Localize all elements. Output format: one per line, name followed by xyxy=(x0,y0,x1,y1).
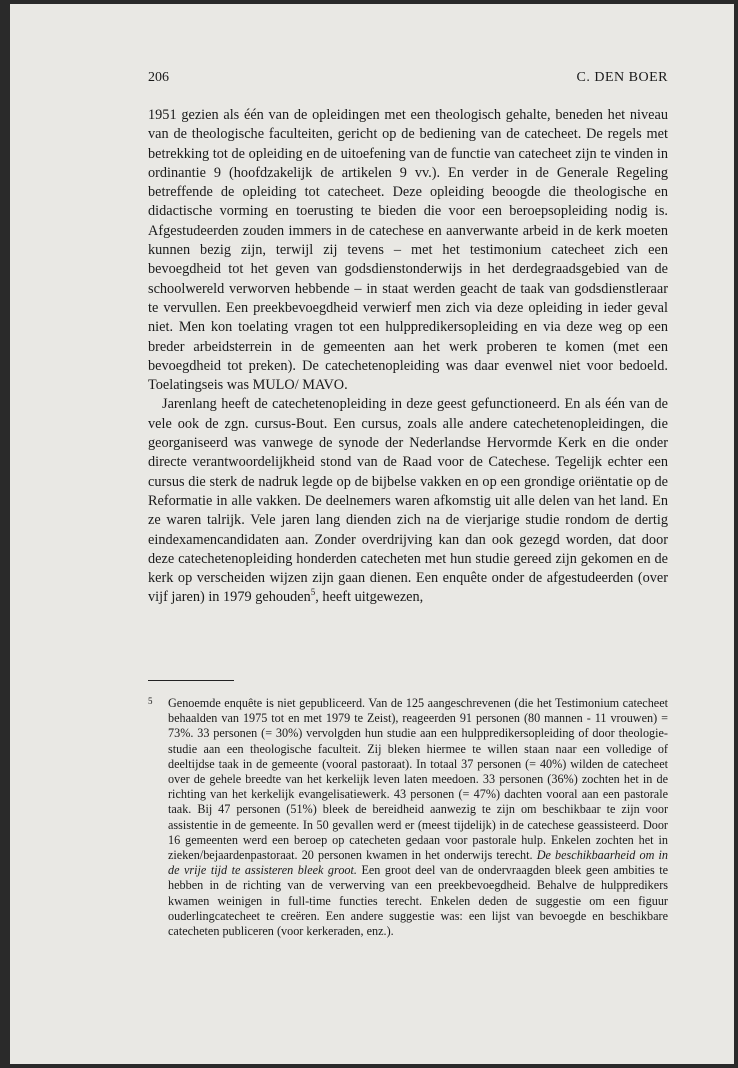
book-page xyxy=(10,4,734,1064)
footnote-mark: 5 xyxy=(148,696,153,706)
footnote-italic-text: De beschikbaarheid om in de vrije tijd te assisteren bleek groot. xyxy=(168,848,668,878)
running-head: C. DEN BOER xyxy=(576,70,668,85)
page-number: 206 xyxy=(148,70,169,85)
paragraph xyxy=(148,395,668,607)
footnote-reference[interactable]: 5 xyxy=(310,587,316,598)
paragraph-text: Jarenlang heeft de catechetenopleiding in deze geest gefunctioneerd. En als één van de vele ook de zgn. cursus-Bout. Een cursus, zoals alle andere catechetenopleidingen, die georganiseerd was vanwege de synode der Nederlandse Hervormde Kerk en die onder directe verantwoordelijkheid stond van de Raad voor de Catechese. Tegelijk echter een cursus die sterk de nadruk legde op de bijbelse vakken en op een grondige oriëntatie op de Reformatie in alle vakken. De deelnemers waren afkomstig uit alle delen van het land. En ze waren talrijk. Vele jaren lang dienden zich na de vierjarige studie rondom de dertig eindexamencandidaten aan. Zonder overdrijving kan dan ook gezegd worden, dat door deze catechetenopleiding honderden catecheten met hun studie gereed zijn gekomen en de kerk op verscheiden wijzen zijn gaan dienen. Een enquête onder de afgestudeerden (over vijf jaren) in 1979 gehouden xyxy=(148,396,668,606)
footnote-text: Genoemde enquête is niet gepubliceerd. Van de 125 aangeschrevenen (die het Testimonium catecheet behaalden van 1975 tot en met 1979 te Zeist), reageerden 91 personen (80 mannen - 11 vrouwen) = 73%. 33 personen (= 30%) vervolgden hun studie aan een hulppredikersopleiding of door theologie-studie aan een theologische faculteit. Zij bleken hiermee te willen staan naar een volledige of deeltijdse taak in de gemeente (vooral pastoraat). In totaal 37 personen (= 40%) wilden de catecheet over de gehele breedte van het kerkelijk leven laten meedoen. 33 personen (36%) zochten het in de richting van het kerkelijk evangelisatiewerk. 43 personen (= 47%) dachten vooral aan een pastorale taak. Bij 47 personen (51%) bleek de bereidheid aanwezig te zijn om beschikbaar te zijn voor assistentie in de gemeente. In 50 gevallen werd er (meest tijdelijk) in de catechese geassisteerd. Door 16 gemeenten werd een beroep op catecheten gedaan voor pastorale hulp. Enkelen zochten het in zieken/bejaardenpastoraat. 20 personen kwamen in het onderwijs terecht. xyxy=(168,696,668,863)
paragraph: 1951 gezien als één van de opleidingen met een theologisch gehalte, beneden het niveau van de theologische faculteiten, gericht op de bediening van de catecheet. De regels met betrekking tot de opleiding en de uitoefening van de functie van catecheet zijn te vinden in ordinantie 9 (hoofdzakelijk de artikelen 9 vv.). En verder in de Generale Regeling betreffende de opleiding tot catecheet. Deze opleiding beoogde die theologische en didactische vorming en toerusting te bieden die voor een beroepsopleiding nodig is. Afgestudeerden zouden immers in de catechese en aanverwante arbeid in de kerk moeten kunnen bezig zijn, terwijl zij tevens – met het testimonium catecheet zich een bevoegdheid tot het geven van godsdienstonderwijs in het derdegraadsgebied van de schoolwereld verworven hebbende – in staat werden geacht de taak van godsdienstleraar te vervullen. Een preekbevoegdheid verwierf men zich via deze opleiding in ieder geval niet. Men kon toelating vragen tot een hulppredikersopleiding en via deze weg op een breder arbeidsterrein in de gemeenten aan het werk proberen te komen (met een bevoegdheid tot preken). De catechetenopleiding was daar evenwel niet voor bedoeld. Toelatingseis was MULO/ MAVO. xyxy=(148,107,668,394)
footnote-text-continued: Een groot deel van de ondervraagden bleek geen ambities te hebben in de richting van de verwerving van een preekbevoegdheid. Behalve de hulppredikers kwamen weinigen in full-time functies terecht. Enkelen deden de suggestie om een figuur ouderlingcatecheet te creëren. Een andere suggestie was: een lijst van bevoegde en beschikbare catecheten publiceren (voor kerkeraden, enz.). xyxy=(168,863,668,939)
main-text xyxy=(148,106,668,608)
paragraph-text-tail: , heeft uitgewezen, xyxy=(315,589,424,606)
footnote-divider xyxy=(148,680,234,681)
footnote xyxy=(148,694,668,939)
footnote-body xyxy=(148,694,668,939)
